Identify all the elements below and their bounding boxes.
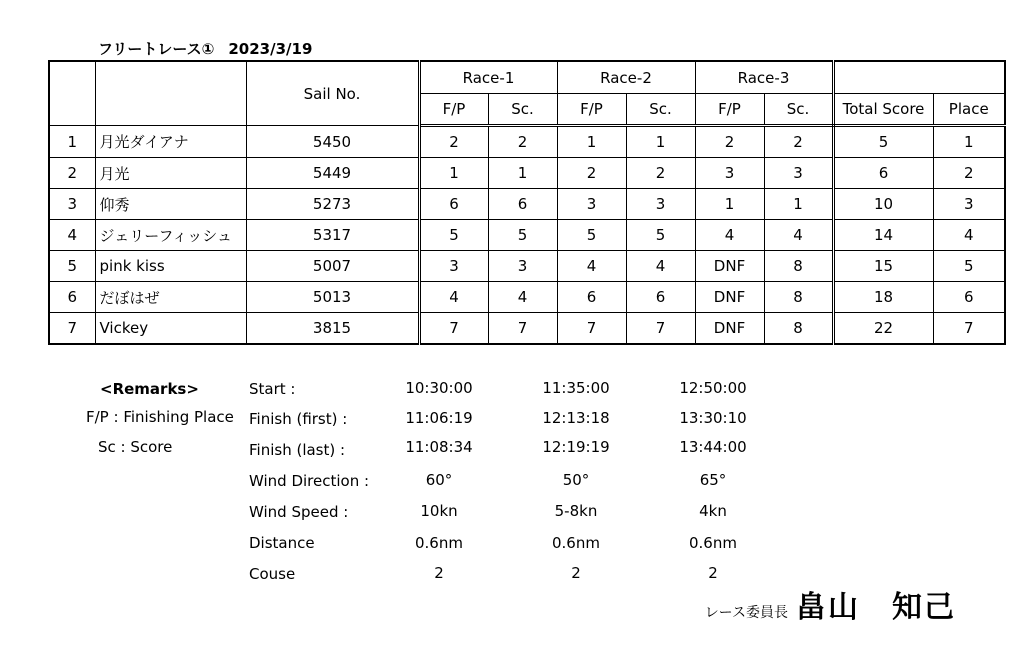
race-3-wind-direction: 65°	[699, 471, 727, 489]
sail-number: 3815	[246, 313, 419, 345]
race-1-wind-speed: 10kn	[420, 502, 458, 520]
sail-number: 5450	[246, 126, 419, 158]
race-2-fp: 5	[557, 220, 626, 251]
race-2-score: 5	[626, 220, 695, 251]
total-score: 10	[833, 189, 933, 220]
remarks-fp-definition: F/P : Finishing Place	[86, 408, 234, 426]
document-title	[98, 38, 312, 59]
header-r2-fp: F/P	[557, 94, 626, 126]
table-row	[49, 220, 1005, 251]
race-3-score: 4	[764, 220, 833, 251]
row-number: 4	[49, 220, 95, 251]
race-2-course: 2	[571, 564, 581, 582]
race-3-fp: DNF	[695, 251, 764, 282]
header-row-races	[49, 61, 1005, 94]
table-row	[49, 158, 1005, 189]
header-sail-no: Sail No.	[246, 61, 419, 126]
row-number: 7	[49, 313, 95, 345]
race-2-finish-first: 12:13:18	[542, 409, 610, 427]
place: 3	[933, 189, 1005, 220]
race-3-fp: DNF	[695, 282, 764, 313]
header-number-cell	[49, 61, 95, 126]
label-start: Start :	[249, 380, 296, 398]
label-wind-direction: Wind Direction :	[249, 472, 370, 490]
signature-role: レース委員長	[704, 605, 788, 621]
remarks-heading: <Remarks>	[100, 380, 199, 398]
place: 7	[933, 313, 1005, 345]
race-2-wind-direction: 50°	[562, 471, 590, 489]
boat-name: pink kiss	[95, 251, 246, 282]
race-3-score: 3	[764, 158, 833, 189]
race-1-score: 6	[488, 189, 557, 220]
race-3-distance: 0.6nm	[689, 534, 737, 552]
race-1-finish-first: 11:06:19	[405, 409, 473, 427]
race-1-fp: 7	[419, 313, 488, 345]
header-r3-sc: Sc.	[764, 94, 833, 126]
total-score: 5	[833, 126, 933, 158]
total-score: 18	[833, 282, 933, 313]
total-score: 14	[833, 220, 933, 251]
boat-name: 月光ダイアナ	[95, 126, 246, 158]
race-3-start: 12:50:00	[679, 379, 747, 397]
table-row	[49, 251, 1005, 282]
race-3-course: 2	[708, 564, 718, 582]
table-row	[49, 126, 1005, 158]
race-3-fp: 2	[695, 126, 764, 158]
label-distance: Distance	[249, 534, 315, 552]
race-2-fp: 1	[557, 126, 626, 158]
row-number: 6	[49, 282, 95, 313]
race-2-score: 6	[626, 282, 695, 313]
signature-block	[705, 582, 956, 626]
header-race-2: Race-2	[557, 61, 695, 94]
race-1-fp: 2	[419, 126, 488, 158]
boat-name: ジェリーフィッシュ	[95, 220, 246, 251]
signature-name: 畠山 知己	[796, 590, 956, 625]
race-3-score: 2	[764, 126, 833, 158]
place: 2	[933, 158, 1005, 189]
sail-number: 5317	[246, 220, 419, 251]
race-1-score: 5	[488, 220, 557, 251]
race-3-finish-last: 13:44:00	[679, 438, 747, 456]
race-1-score: 2	[488, 126, 557, 158]
race-3-wind-speed: 4kn	[699, 502, 727, 520]
label-finish-first: Finish (first) :	[249, 410, 348, 428]
label-wind-speed: Wind Speed :	[249, 503, 349, 521]
race-2-fp: 3	[557, 189, 626, 220]
race-1-score: 7	[488, 313, 557, 345]
results-table	[48, 60, 1006, 345]
boat-name: 仰秀	[95, 189, 246, 220]
race-1-fp: 6	[419, 189, 488, 220]
sail-number: 5449	[246, 158, 419, 189]
race-1-fp: 5	[419, 220, 488, 251]
race-3-score: 8	[764, 282, 833, 313]
race-1-score: 1	[488, 158, 557, 189]
table-row	[49, 189, 1005, 220]
race-3-score: 8	[764, 313, 833, 345]
race-3-fp: 1	[695, 189, 764, 220]
race-3-score: 8	[764, 251, 833, 282]
table-row	[49, 313, 1005, 345]
row-number: 1	[49, 126, 95, 158]
header-summary-cell	[833, 61, 1005, 94]
header-race-3: Race-3	[695, 61, 833, 94]
race-1-distance: 0.6nm	[415, 534, 463, 552]
header-r1-fp: F/P	[419, 94, 488, 126]
row-number: 2	[49, 158, 95, 189]
sail-number: 5013	[246, 282, 419, 313]
header-place: Place	[933, 94, 1005, 126]
place: 4	[933, 220, 1005, 251]
race-1-score: 4	[488, 282, 557, 313]
race-1-score: 3	[488, 251, 557, 282]
race-2-wind-speed: 5-8kn	[554, 502, 598, 520]
race-2-distance: 0.6nm	[552, 534, 600, 552]
boat-name: だぼはぜ	[95, 282, 246, 313]
race-2-start: 11:35:00	[542, 379, 610, 397]
place: 6	[933, 282, 1005, 313]
total-score: 6	[833, 158, 933, 189]
race-1-wind-direction: 60°	[425, 471, 453, 489]
race-2-fp: 4	[557, 251, 626, 282]
race-3-fp: 4	[695, 220, 764, 251]
header-r2-sc: Sc.	[626, 94, 695, 126]
race-3-fp: 3	[695, 158, 764, 189]
race-2-finish-last: 12:19:19	[542, 438, 610, 456]
boat-name: Vickey	[95, 313, 246, 345]
event-name: フリートレース①	[98, 40, 215, 58]
header-name-cell	[95, 61, 246, 126]
place: 5	[933, 251, 1005, 282]
race-2-score: 3	[626, 189, 695, 220]
race-1-fp: 1	[419, 158, 488, 189]
total-score: 15	[833, 251, 933, 282]
race-1-course: 2	[434, 564, 444, 582]
header-r3-fp: F/P	[695, 94, 764, 126]
race-2-fp: 7	[557, 313, 626, 345]
event-date: 2023/3/19	[228, 40, 313, 58]
boat-name: 月光	[95, 158, 246, 189]
label-finish-last: Finish (last) :	[249, 441, 346, 459]
row-number: 3	[49, 189, 95, 220]
table-row	[49, 282, 1005, 313]
total-score: 22	[833, 313, 933, 345]
race-1-fp: 4	[419, 282, 488, 313]
row-number: 5	[49, 251, 95, 282]
remarks-sc-definition: Sc : Score	[98, 438, 173, 456]
race-2-score: 7	[626, 313, 695, 345]
race-3-finish-first: 13:30:10	[679, 409, 747, 427]
race-2-fp: 6	[557, 282, 626, 313]
race-1-start: 10:30:00	[405, 379, 473, 397]
header-total-score: Total Score	[833, 94, 933, 126]
label-course: Couse	[249, 565, 296, 583]
race-2-score: 1	[626, 126, 695, 158]
race-2-fp: 2	[557, 158, 626, 189]
race-3-score: 1	[764, 189, 833, 220]
header-race-1: Race-1	[419, 61, 557, 94]
race-2-score: 4	[626, 251, 695, 282]
sail-number: 5273	[246, 189, 419, 220]
race-1-fp: 3	[419, 251, 488, 282]
race-3-fp: DNF	[695, 313, 764, 345]
race-1-finish-last: 11:08:34	[405, 438, 473, 456]
race-2-score: 2	[626, 158, 695, 189]
place: 1	[933, 126, 1005, 158]
header-r1-sc: Sc.	[488, 94, 557, 126]
sail-number: 5007	[246, 251, 419, 282]
